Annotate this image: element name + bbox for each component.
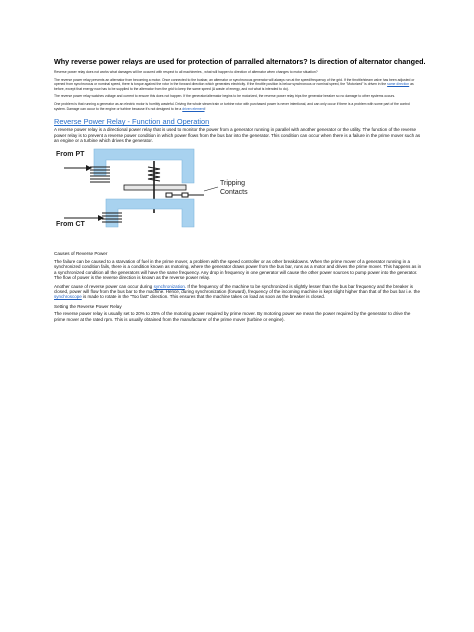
document-page (54, 57, 426, 325)
intro-text-rest: as before, except that energy now has to be supplied to the alternator from the grid to keep the same speed (A waste of energy, and not what is intended to do). (54, 82, 414, 91)
synchronization-link[interactable]: synchronization (153, 283, 185, 289)
causes-text-b: . If the frequency of the machine to be synchronized is slightly lesser than the bus bar frequency and the breaker is closed, power will flow from the bus bar to the machine. Hence, during synchronization (forward), frequency of the incoming machine is kept slight higher than that of the bus bar i.e. the (54, 283, 420, 294)
tripping-label: Tripping (220, 180, 246, 188)
causes-paragraph-2 (54, 284, 422, 300)
same-direction-link[interactable]: same direction (387, 82, 410, 87)
driven-element-link[interactable]: driven element (182, 106, 205, 111)
section-heading[interactable]: Reverse Power Relay - Function and Operation (54, 117, 210, 127)
page-title: Why reverse power relays are used for protection of parralled alternators? Is direction of alternator changed. (54, 57, 426, 66)
contacts-label: Contacts (220, 189, 248, 197)
causes-heading: Causes of Reverse Power (54, 251, 108, 257)
relay-diagram-svg (54, 147, 294, 241)
causes-text-a: Another cause of reverse power can occur during (54, 283, 153, 289)
upper-core (94, 149, 194, 183)
setting-heading: Setting the Reverse Power Relay (54, 303, 122, 309)
tripping-contacts (166, 193, 204, 197)
intro-text-4: One problem is that running a generator as an electric motor is horribly wasteful. Driving the whole steam train or turbine rotor with purchased power is never intentional, and can only occur if there is a problem with some part of the control system. Damage can occur to the engine or turbine because it's not designed to be a (54, 101, 411, 111)
from-ct-label: From CT (56, 221, 85, 229)
section-paragraph: A reverse power relay is a directional power relay that is used to monitor the power from a generator running in parallel with another generator or the utility. The function of the reverse power relay is to prevent a reverse power condition in which power flows from the bus bar into the generator. This condition can occur when there is a failure in the prime mover such as an engine or a turbine which drives the generator. (54, 127, 421, 143)
intro-text-4-end: ! (204, 106, 206, 111)
setting-paragraph: The reverse power relay is usually set to 20% to 25% of the motoring power required by prime mover. By motoring power we mean the power required by the generator to drive the prime mover at the rated rpm. This is usually obtained from the manufacturer of the prime mover (turbine or engine). (54, 311, 411, 322)
causes-paragraph-1: The failure can be caused to a starvation of fuel in the prime mover, a problem with the speed controller or as other breakdowns. When the prime mover of a generator running in a synchronized condition fails, there is a condition known as motoring, where the generator draws power from the bus bar, runs as a motor and drives the prime mover. This happens as in a synchronized condition all the generators will have the same frequency. Any drop in frequency in one generator will cause the other power sources to pump power into the generator. The flow of power is the reverse direction is known as the reverse power relay. (54, 258, 422, 281)
causes-text-c: is made to rotate in the "Too fast" direction. This ensures that the machine takes on load as soon as the breaker is closed. (83, 294, 326, 300)
intro-paragraph-1: Reverse power relay does not works what damages will be occured with respect to all machineries , what will happen to direction of alternator when changes to motor situation? (54, 70, 318, 74)
intro-paragraph-2 (54, 78, 422, 92)
intro-paragraph-3: The reverse power relay watches voltage and current to ensure this does not happen. If the generator/alternator begins to be motorized, the reverse power relay trips the generator breaker so no damage to other systems occurs. (54, 94, 396, 99)
tripping-pointer (204, 187, 218, 191)
intro-text: The reverse power relay prevents an alternator from becoming a motor. Once connected to the busbar, an alternator or synchronous generator will always run at the speed/frequency of the grid. If the throttle/steam valve has been adjusted or opened from synchronous or nominal speed, there is torque against the rotor in the forward direction which generates electricity. If the throttle position is below synchronous or nominal speed, the "Motorized" is driven in the (54, 77, 415, 87)
rotor-disc (124, 185, 186, 190)
from-pt-label: From PT (56, 151, 85, 159)
synchroscope-link[interactable]: synchroscope (54, 294, 82, 300)
intro-paragraph-4 (54, 102, 422, 111)
relay-diagram (54, 147, 294, 241)
